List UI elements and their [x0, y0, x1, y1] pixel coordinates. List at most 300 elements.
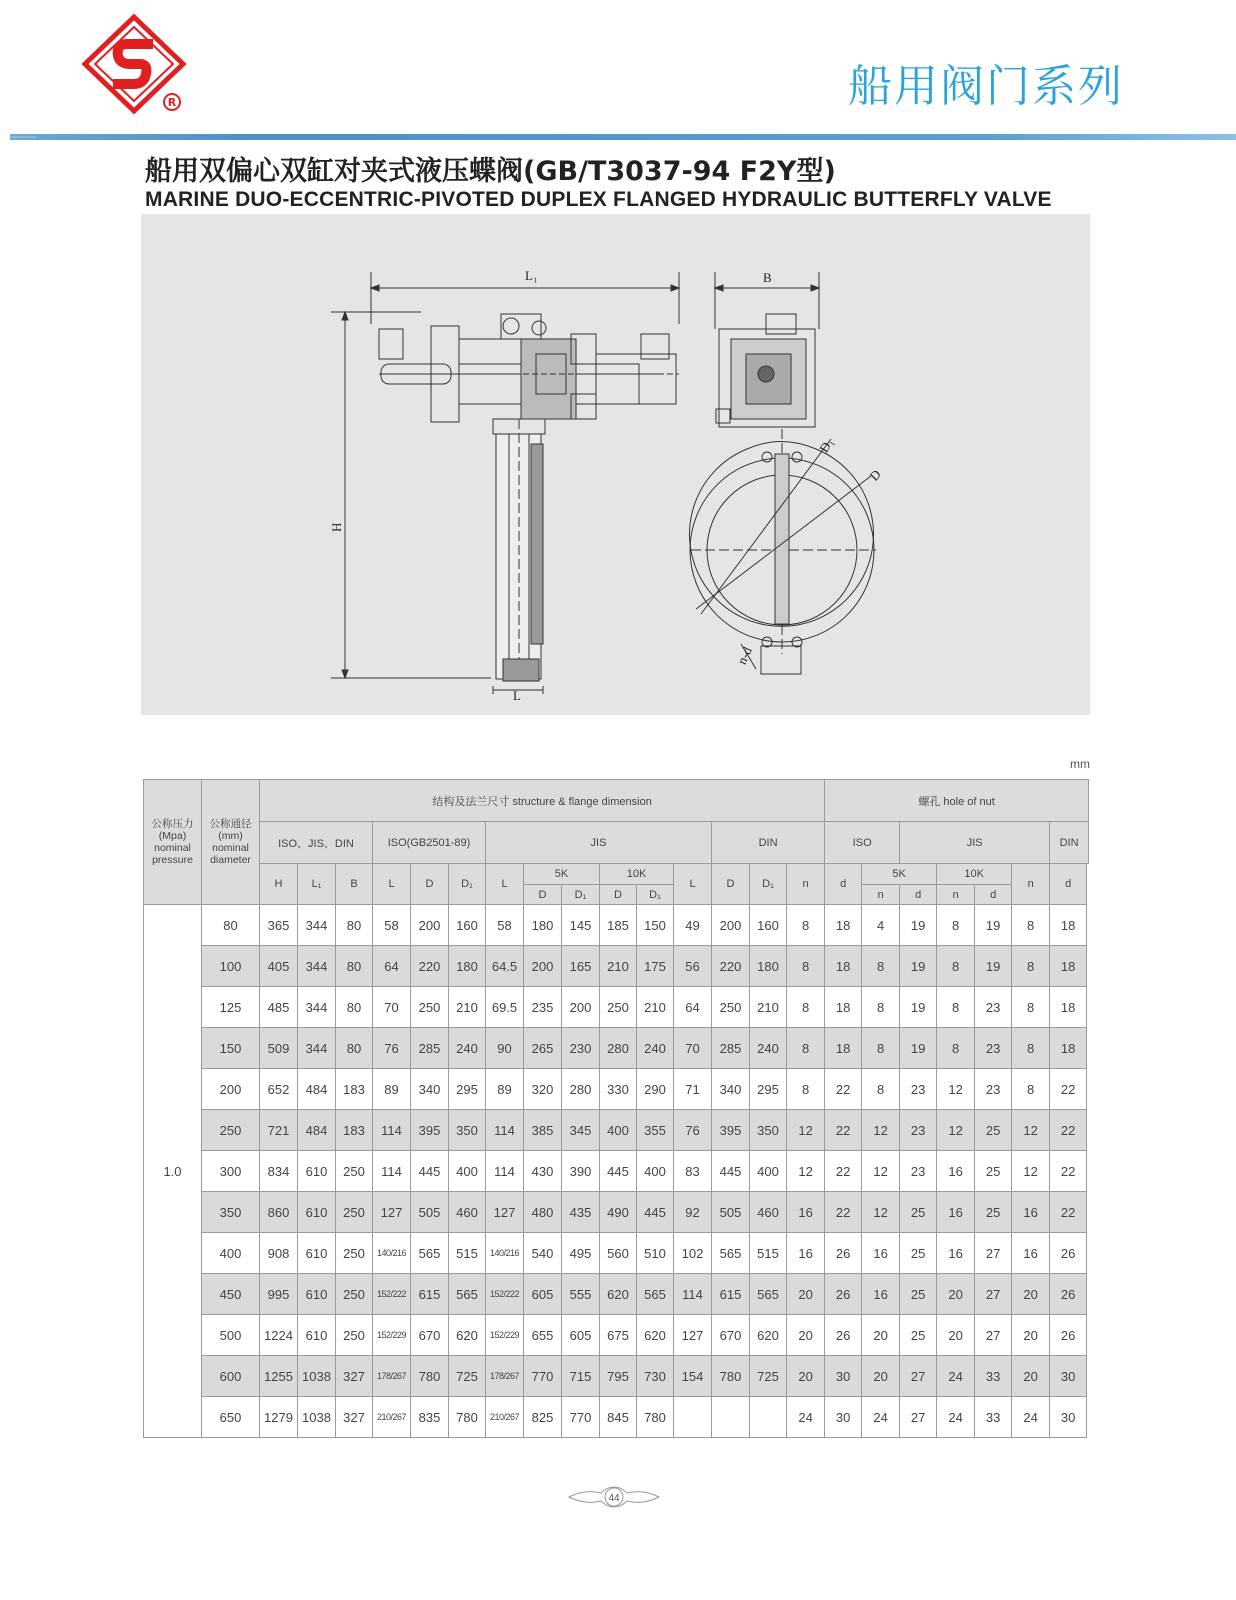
header-diameter: 公称通径 (mm) nominal diameter	[202, 780, 260, 905]
table-cell: 430	[524, 1151, 562, 1192]
table-cell: 127	[373, 1192, 411, 1233]
table-cell: 795	[600, 1356, 637, 1397]
table-cell: 1279	[260, 1397, 298, 1438]
table-cell: 615	[411, 1274, 449, 1315]
header-hole-10k: 10K	[937, 864, 1012, 885]
table-cell: 652	[260, 1069, 298, 1110]
header-jis: JIS	[486, 822, 712, 864]
table-cell: 400	[637, 1151, 674, 1192]
table-cell: 154	[674, 1356, 712, 1397]
table-cell: 1224	[260, 1315, 298, 1356]
table-row	[144, 1233, 1089, 1274]
table-cell: 390	[562, 1151, 600, 1192]
table-cell: 8	[937, 905, 975, 946]
table-cell: 350	[449, 1110, 486, 1151]
table-cell: 500	[202, 1315, 260, 1356]
table-cell: 825	[524, 1397, 562, 1438]
table-cell: 460	[449, 1192, 486, 1233]
table-cell: 344	[298, 946, 336, 987]
table-cell: 835	[411, 1397, 449, 1438]
table-cell: 200	[411, 905, 449, 946]
table-cell: 26	[1050, 1274, 1087, 1315]
table-cell: 405	[260, 946, 298, 987]
table-cell: 19	[900, 1028, 937, 1069]
table-cell: 610	[298, 1192, 336, 1233]
table-cell: 610	[298, 1274, 336, 1315]
table-cell: 69.5	[486, 987, 524, 1028]
table-cell: 240	[637, 1028, 674, 1069]
table-row	[144, 987, 1089, 1028]
table-cell: 26	[1050, 1315, 1087, 1356]
table-cell: 80	[336, 905, 373, 946]
table-cell: 8	[937, 946, 975, 987]
table-cell: 250	[336, 1315, 373, 1356]
table-cell: 327	[336, 1356, 373, 1397]
cell-pressure: 1.0	[144, 905, 202, 1438]
table-cell: 127	[674, 1315, 712, 1356]
table-cell: 490	[600, 1192, 637, 1233]
table-cell: 25	[900, 1233, 937, 1274]
table-cell: 23	[975, 1028, 1012, 1069]
table-cell: 16	[1012, 1233, 1050, 1274]
table-cell: 25	[975, 1110, 1012, 1151]
header-rule	[10, 134, 1236, 140]
table-cell: 20	[1012, 1356, 1050, 1397]
table-cell: 8	[787, 905, 825, 946]
table-cell: 12	[787, 1151, 825, 1192]
table-cell: 30	[1050, 1397, 1087, 1438]
table-cell: 16	[862, 1274, 900, 1315]
table-cell: 4	[862, 905, 900, 946]
table-cell: 150	[637, 905, 674, 946]
header-5k-d: d	[900, 885, 937, 905]
table-cell: 12	[1012, 1151, 1050, 1192]
table-cell: 180	[524, 905, 562, 946]
table-cell: 344	[298, 1028, 336, 1069]
table-cell: 565	[750, 1274, 787, 1315]
table-cell: 19	[975, 946, 1012, 987]
table-cell: 64	[373, 946, 411, 987]
table-cell: 12	[937, 1110, 975, 1151]
table-cell: 22	[1050, 1192, 1087, 1233]
table-cell: 24	[937, 1397, 975, 1438]
header-hole-jis: JIS	[900, 822, 1050, 864]
table-cell: 435	[562, 1192, 600, 1233]
table-cell: 344	[298, 905, 336, 946]
table-cell: 200	[712, 905, 750, 946]
table-cell: 725	[449, 1356, 486, 1397]
header-din-D1: D₁	[750, 864, 787, 905]
table-cell: 200	[202, 1069, 260, 1110]
table-cell: 18	[825, 946, 862, 987]
table-cell: 22	[825, 1069, 862, 1110]
table-cell: 250	[336, 1151, 373, 1192]
header-10k-d: d	[975, 885, 1012, 905]
dim-label-D: D	[866, 466, 884, 484]
table-cell: 210	[750, 987, 787, 1028]
table-cell: 400	[750, 1151, 787, 1192]
table-cell: 770	[524, 1356, 562, 1397]
table-cell: 8	[862, 946, 900, 987]
table-cell: 250	[336, 1192, 373, 1233]
table-cell: 565	[449, 1274, 486, 1315]
table-row	[144, 1110, 1089, 1151]
table-cell: 280	[562, 1069, 600, 1110]
table-cell: 1255	[260, 1356, 298, 1397]
table-cell: 26	[825, 1233, 862, 1274]
table-cell: 183	[336, 1110, 373, 1151]
table-cell: 385	[524, 1110, 562, 1151]
table-cell: 210/267	[373, 1397, 411, 1438]
table-cell: 620	[750, 1315, 787, 1356]
table-row	[144, 1192, 1089, 1233]
table-cell: 140/216	[373, 1233, 411, 1274]
table-cell: 340	[411, 1069, 449, 1110]
table-cell: 8	[1012, 987, 1050, 1028]
table-cell: 89	[486, 1069, 524, 1110]
table-cell: 400	[449, 1151, 486, 1192]
table-cell: 25	[900, 1274, 937, 1315]
table-cell: 114	[373, 1151, 411, 1192]
table-cell: 8	[862, 1069, 900, 1110]
table-cell: 8	[1012, 1028, 1050, 1069]
table-cell: 27	[900, 1356, 937, 1397]
table-cell: 295	[449, 1069, 486, 1110]
table-cell: 20	[862, 1315, 900, 1356]
table-row	[144, 1151, 1089, 1192]
dim-label-L1: L₁	[525, 268, 538, 283]
header-5k-D: D	[524, 885, 562, 905]
table-cell: 400	[600, 1110, 637, 1151]
spec-table-body	[144, 905, 1089, 1438]
table-cell: 178/267	[486, 1356, 524, 1397]
table-cell: 395	[411, 1110, 449, 1151]
table-cell: 620	[637, 1315, 674, 1356]
table-cell: 19	[900, 905, 937, 946]
table-cell: 780	[637, 1397, 674, 1438]
company-logo	[82, 14, 190, 114]
table-cell: 102	[674, 1233, 712, 1274]
table-cell: 395	[712, 1110, 750, 1151]
table-cell: 495	[562, 1233, 600, 1274]
header-din-n: n	[1012, 864, 1050, 905]
table-cell: 26	[825, 1315, 862, 1356]
table-cell: 33	[975, 1397, 1012, 1438]
table-cell: 27	[975, 1315, 1012, 1356]
header-din-d: d	[1050, 864, 1087, 905]
table-cell: 80	[202, 905, 260, 946]
table-cell: 49	[674, 905, 712, 946]
header-hole-5k: 5K	[862, 864, 937, 885]
header-B: B	[336, 864, 373, 905]
table-cell: 64	[674, 987, 712, 1028]
product-title-cn: 船用双偏心双缸对夹式液压蝶阀(GB/T3037-94 F2Y型)	[145, 156, 836, 187]
table-cell: 675	[600, 1315, 637, 1356]
table-cell: 16	[787, 1233, 825, 1274]
table-cell: 16	[937, 1233, 975, 1274]
page-number	[567, 1485, 661, 1509]
table-cell: 250	[336, 1274, 373, 1315]
header-iso-n: n	[787, 864, 825, 905]
table-cell: 8	[862, 987, 900, 1028]
table-cell: 185	[600, 905, 637, 946]
table-cell: 80	[336, 987, 373, 1028]
table-cell: 1038	[298, 1356, 336, 1397]
table-cell: 183	[336, 1069, 373, 1110]
header-L1: L₁	[298, 864, 336, 905]
table-cell: 152/229	[486, 1315, 524, 1356]
table-cell: 250	[411, 987, 449, 1028]
valve-drawing-svg	[141, 214, 1090, 715]
table-cell: 210/267	[486, 1397, 524, 1438]
table-cell: 445	[411, 1151, 449, 1192]
table-cell: 114	[486, 1110, 524, 1151]
table-row	[144, 1397, 1089, 1438]
table-cell: 30	[825, 1397, 862, 1438]
header-jis-L: L	[486, 864, 524, 905]
table-cell: 18	[825, 1028, 862, 1069]
table-cell: 505	[411, 1192, 449, 1233]
table-cell: 12	[787, 1110, 825, 1151]
header-iso-jis-din: ISO、JIS、DIN	[260, 822, 373, 864]
table-cell: 565	[712, 1233, 750, 1274]
table-cell: 58	[486, 905, 524, 946]
table-cell: 485	[260, 987, 298, 1028]
table-cell: 350	[202, 1192, 260, 1233]
table-cell: 721	[260, 1110, 298, 1151]
table-cell	[750, 1397, 787, 1438]
table-row	[144, 1356, 1089, 1397]
table-cell: 484	[298, 1110, 336, 1151]
table-cell: 22	[1050, 1110, 1087, 1151]
table-cell: 12	[862, 1192, 900, 1233]
table-cell: 540	[524, 1233, 562, 1274]
table-cell: 92	[674, 1192, 712, 1233]
table-cell: 250	[712, 987, 750, 1028]
table-cell: 365	[260, 905, 298, 946]
table-cell: 715	[562, 1356, 600, 1397]
table-cell: 80	[336, 946, 373, 987]
table-cell: 344	[298, 987, 336, 1028]
table-cell: 240	[449, 1028, 486, 1069]
unit-label: mm	[1070, 757, 1090, 771]
table-cell: 350	[750, 1110, 787, 1151]
dim-label-H: H	[329, 522, 344, 532]
table-cell: 600	[202, 1356, 260, 1397]
table-cell: 114	[373, 1110, 411, 1151]
table-cell: 24	[937, 1356, 975, 1397]
table-cell: 19	[900, 946, 937, 987]
table-cell: 1038	[298, 1397, 336, 1438]
table-row	[144, 905, 1089, 946]
table-cell: 70	[674, 1028, 712, 1069]
dim-label-L: L	[513, 688, 521, 703]
table-cell: 515	[750, 1233, 787, 1274]
table-cell: 12	[862, 1110, 900, 1151]
table-cell: 125	[202, 987, 260, 1028]
header-jis-10k: 10K	[600, 864, 674, 885]
table-cell	[674, 1397, 712, 1438]
table-cell: 23	[900, 1151, 937, 1192]
table-cell: 27	[975, 1274, 1012, 1315]
table-cell: 56	[674, 946, 712, 987]
table-cell: 8	[937, 987, 975, 1028]
table-cell: 620	[600, 1274, 637, 1315]
table-cell: 180	[750, 946, 787, 987]
table-cell: 995	[260, 1274, 298, 1315]
table-cell: 510	[637, 1233, 674, 1274]
table-cell: 178/267	[373, 1356, 411, 1397]
table-cell: 8	[1012, 1069, 1050, 1110]
table-cell: 460	[750, 1192, 787, 1233]
table-cell: 76	[373, 1028, 411, 1069]
table-cell: 19	[900, 987, 937, 1028]
table-cell: 484	[298, 1069, 336, 1110]
table-cell: 175	[637, 946, 674, 987]
table-cell: 12	[1012, 1110, 1050, 1151]
table-cell: 730	[637, 1356, 674, 1397]
table-cell: 27	[975, 1233, 1012, 1274]
table-cell: 16	[937, 1192, 975, 1233]
header-hole: 螺孔 hole of nut	[825, 780, 1089, 822]
table-cell: 605	[562, 1315, 600, 1356]
table-cell: 445	[637, 1192, 674, 1233]
table-cell: 140/216	[486, 1233, 524, 1274]
table-cell: 70	[373, 987, 411, 1028]
table-cell: 8	[1012, 946, 1050, 987]
table-row	[144, 946, 1089, 987]
table-cell: 250	[600, 987, 637, 1028]
series-title: 船用阀门系列	[848, 61, 1124, 112]
header-10k-D: D	[600, 885, 637, 905]
table-cell: 200	[524, 946, 562, 987]
table-cell: 24	[1012, 1397, 1050, 1438]
table-cell: 560	[600, 1233, 637, 1274]
table-cell: 8	[787, 1028, 825, 1069]
table-cell: 250	[336, 1233, 373, 1274]
table-cell: 152/222	[486, 1274, 524, 1315]
table-cell: 22	[1050, 1069, 1087, 1110]
table-cell: 615	[712, 1274, 750, 1315]
spec-table	[143, 779, 1089, 1438]
table-cell: 16	[1012, 1192, 1050, 1233]
table-cell: 100	[202, 946, 260, 987]
table-cell: 23	[900, 1069, 937, 1110]
header-iso-d: d	[825, 864, 862, 905]
table-cell: 22	[825, 1110, 862, 1151]
table-cell: 20	[1012, 1315, 1050, 1356]
table-cell: 24	[862, 1397, 900, 1438]
table-cell: 16	[937, 1151, 975, 1192]
table-row	[144, 1274, 1089, 1315]
table-cell: 33	[975, 1356, 1012, 1397]
table-cell: 16	[862, 1233, 900, 1274]
table-cell: 20	[937, 1274, 975, 1315]
table-cell: 23	[900, 1110, 937, 1151]
table-cell: 780	[712, 1356, 750, 1397]
header-rule-mark	[10, 136, 36, 138]
table-cell: 834	[260, 1151, 298, 1192]
table-cell: 152/222	[373, 1274, 411, 1315]
table-cell: 265	[524, 1028, 562, 1069]
table-cell: 180	[449, 946, 486, 987]
dim-label-B: B	[763, 270, 772, 285]
table-cell: 165	[562, 946, 600, 987]
table-cell: 860	[260, 1192, 298, 1233]
table-cell: 515	[449, 1233, 486, 1274]
table-cell: 340	[712, 1069, 750, 1110]
table-cell: 25	[900, 1315, 937, 1356]
table-cell: 670	[411, 1315, 449, 1356]
table-cell	[712, 1397, 750, 1438]
header-5k-D1: D₁	[562, 885, 600, 905]
table-cell: 20	[787, 1315, 825, 1356]
header-10k-n: n	[937, 885, 975, 905]
table-cell: 355	[637, 1110, 674, 1151]
table-cell: 330	[600, 1069, 637, 1110]
table-cell: 280	[600, 1028, 637, 1069]
header-hole-din: DIN	[1050, 822, 1089, 864]
table-cell: 80	[336, 1028, 373, 1069]
header-D1: D₁	[449, 864, 486, 905]
table-cell: 16	[787, 1192, 825, 1233]
table-cell: 20	[787, 1356, 825, 1397]
table-cell: 25	[900, 1192, 937, 1233]
table-cell: 230	[562, 1028, 600, 1069]
table-cell: 23	[975, 987, 1012, 1028]
table-cell: 83	[674, 1151, 712, 1192]
table-cell: 295	[750, 1069, 787, 1110]
table-cell: 220	[712, 946, 750, 987]
table-cell: 285	[712, 1028, 750, 1069]
table-cell: 610	[298, 1315, 336, 1356]
table-cell: 8	[937, 1028, 975, 1069]
header-din-L: L	[674, 864, 712, 905]
header-L: L	[373, 864, 411, 905]
table-cell: 71	[674, 1069, 712, 1110]
table-cell: 20	[862, 1356, 900, 1397]
header-din: DIN	[712, 822, 825, 864]
svg-text:R: R	[167, 96, 177, 109]
table-cell: 250	[202, 1110, 260, 1151]
table-cell: 240	[750, 1028, 787, 1069]
table-cell: 8	[787, 946, 825, 987]
table-cell: 480	[524, 1192, 562, 1233]
table-cell: 19	[975, 905, 1012, 946]
table-cell: 20	[937, 1315, 975, 1356]
table-row	[144, 1069, 1089, 1110]
header-iso-gb: ISO(GB2501-89)	[373, 822, 486, 864]
table-cell: 780	[411, 1356, 449, 1397]
table-cell: 12	[862, 1151, 900, 1192]
table-cell: 22	[825, 1192, 862, 1233]
table-cell: 610	[298, 1151, 336, 1192]
table-cell: 345	[562, 1110, 600, 1151]
table-cell: 605	[524, 1274, 562, 1315]
table-cell: 18	[825, 905, 862, 946]
table-cell: 27	[900, 1397, 937, 1438]
product-title-en: MARINE DUO-ECCENTRIC-PIVOTED DUPLEX FLANGED HYDRAULIC BUTTERFLY VALVE	[145, 188, 1052, 211]
table-cell: 24	[787, 1397, 825, 1438]
table-cell: 220	[411, 946, 449, 987]
table-cell: 327	[336, 1397, 373, 1438]
table-cell: 620	[449, 1315, 486, 1356]
table-cell: 20	[787, 1274, 825, 1315]
table-cell: 26	[1050, 1233, 1087, 1274]
table-cell: 18	[825, 987, 862, 1028]
table-cell: 76	[674, 1110, 712, 1151]
table-cell: 89	[373, 1069, 411, 1110]
